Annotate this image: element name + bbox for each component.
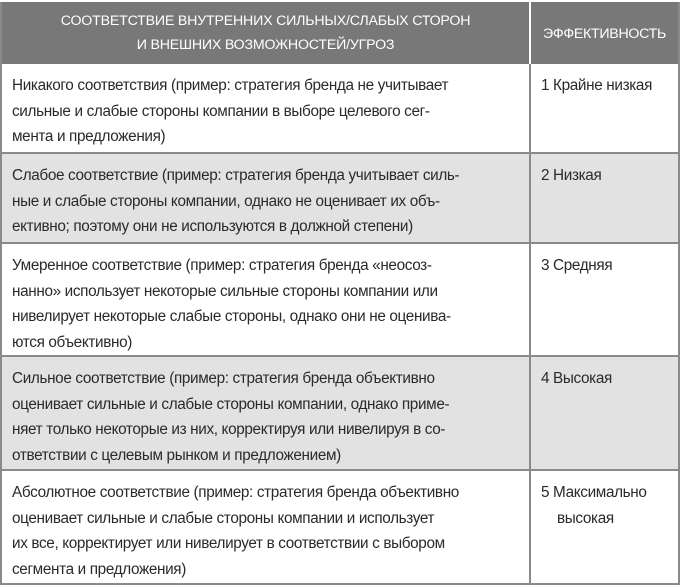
text-line: Абсолютное соответствие (пример: стратегия бренда объективно xyxy=(12,484,459,501)
correspondence-cell xyxy=(2,471,531,585)
header-line: СООТВЕТСТВИЕ ВНУТРЕННИХ СИЛЬНЫХ/СЛАБЫХ СТОРОН xyxy=(60,13,471,29)
text-line: Умеренное соответствие (пример: стратегия бренда «неосоз- xyxy=(12,257,432,274)
correspondence-cell xyxy=(2,64,531,152)
text-line: нанно» использует некоторые сильные стороны компании или xyxy=(12,282,438,300)
correspondence-cell xyxy=(2,357,531,469)
effectiveness-cell: 4 Высокая xyxy=(541,370,612,387)
text-line: оценивает сильные и слабые стороны компании и использует xyxy=(12,509,435,527)
effectiveness-cell: 1 Крайне низкая xyxy=(541,77,653,94)
text-line: их все, корректирует или нивелирует в соответствии с выбором xyxy=(12,535,445,552)
header-effectiveness: ЭФФЕКТИВНОСТЬ xyxy=(543,26,666,42)
effectiveness-cell xyxy=(531,471,678,585)
text-line: ответствии с целевым рынком и предложением) xyxy=(12,446,341,464)
text-line: Слабое соответствие (пример: стратегия бренда учитывает силь- xyxy=(12,167,460,184)
text-line: 5 Максимально xyxy=(541,484,647,501)
effectiveness-table xyxy=(0,2,680,585)
text-line: ные и слабые стороны компании, однако не оценивает их объ- xyxy=(12,192,440,210)
table-header-row xyxy=(2,2,678,64)
table-row xyxy=(2,357,678,471)
text-line: ются объективно) xyxy=(12,333,132,351)
text-line: сегмента и предложения) xyxy=(12,560,186,578)
text-line: няет только некоторые из них, корректируя или нивелируя в со- xyxy=(12,421,446,438)
text-line: сильные и слабые стороны компании в выборе целевого сег- xyxy=(12,102,430,120)
effectiveness-cell: 3 Средняя xyxy=(541,257,613,274)
correspondence-cell xyxy=(2,244,531,355)
text-line: оценивает сильные и слабые стороны компании, однако приме- xyxy=(12,395,450,413)
text-line: нивелирует некоторые слабые стороны, однако они не оценива- xyxy=(12,308,451,325)
header-line: И ВНЕШНИХ ВОЗМОЖНОСТЕЙ/УГРОЗ xyxy=(136,37,395,53)
text-line: Никакого соответствия (пример: стратегия бренда не учитывает xyxy=(12,77,449,94)
text-line: Сильное соответствие (пример: стратегия бренда объективно xyxy=(12,370,435,387)
effectiveness-cell: 2 Низкая xyxy=(541,167,602,184)
header-correspondence xyxy=(2,2,531,64)
text-line: ективно; поэтому они не используются в должной степени) xyxy=(12,218,413,235)
table-row xyxy=(2,64,678,154)
text-line: высокая xyxy=(557,509,614,527)
text-line: мента и предложения) xyxy=(12,128,166,145)
table-row xyxy=(2,154,678,244)
correspondence-cell xyxy=(2,154,531,242)
table-row xyxy=(2,244,678,357)
table-row xyxy=(2,471,678,585)
